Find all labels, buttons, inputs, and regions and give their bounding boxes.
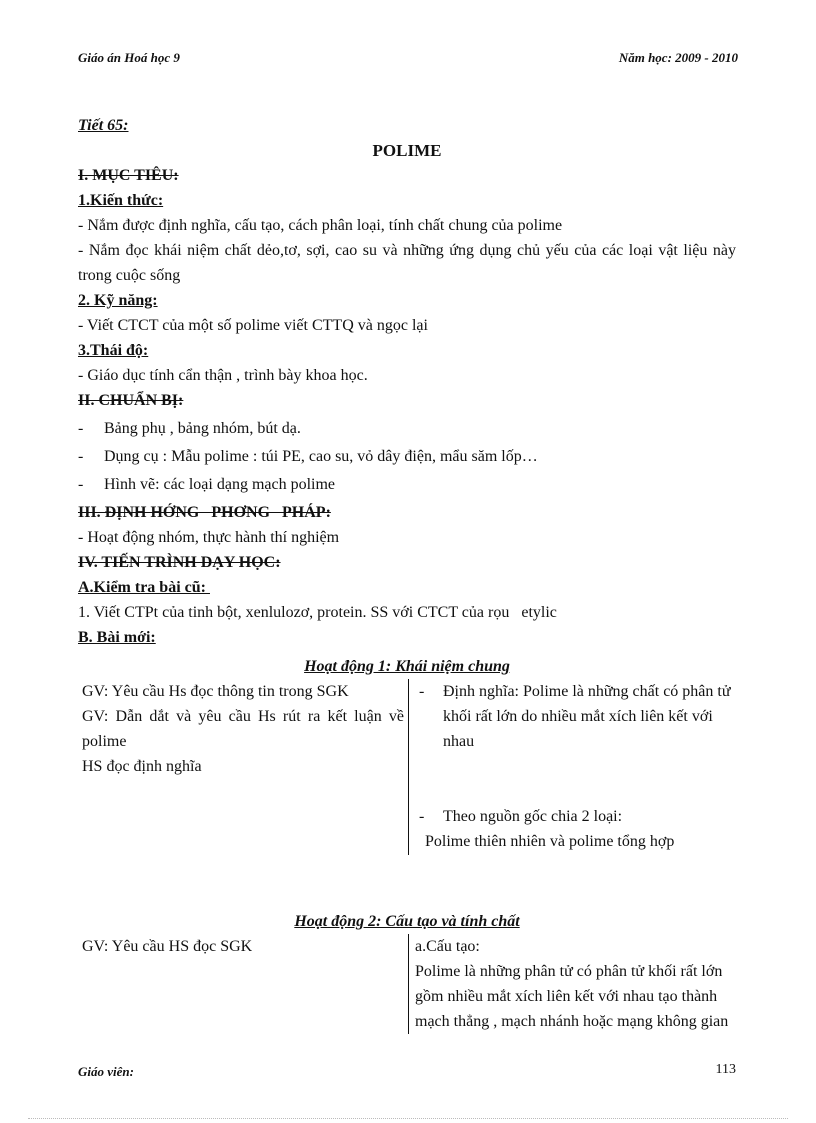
act2-structure-text: Polime là những phân tử có phân tử khối rất lớn gồm nhiều mắt xích liên kết với nhau tạo thành mạch thẳng , mạch nhánh hoặc mạng không gian	[415, 963, 729, 1030]
section-method-heading: III. ĐỊNH HỚNG PHƠNG PHÁP:	[78, 504, 331, 521]
page-title: POLIME	[372, 141, 442, 160]
header-right: Năm học: 2009 - 2010	[618, 50, 738, 65]
activity-1-table	[78, 679, 736, 855]
method-line: - Hoạt động nhóm, thực hành thí nghiệm	[78, 529, 340, 546]
attitude-line: - Giáo dục tính cẩn thận , trình bày khoa học.	[78, 367, 368, 384]
section-objectives-heading: I. MỤC TIÊU:	[78, 167, 179, 184]
section-preparation-heading: II. CHUẨN BỊ:	[78, 392, 184, 409]
subsection-attitude: 3.Thái độ:	[78, 342, 149, 359]
knowledge-line-2: - Nắm đọc khái niệm chất dẻo,tơ, sợi, cao su và những ứng dụng chủ yếu của các loại vật liệu này trong cuộc sống	[78, 242, 736, 284]
page-number: 113	[715, 1062, 736, 1077]
act1-left-line-1: GV: Yêu cầu Hs đọc thông tin trong SGK	[82, 683, 349, 700]
subsection-skills: 2. Kỹ năng:	[78, 292, 158, 309]
act2-structure-heading: a.Cấu tạo:	[415, 938, 480, 955]
knowledge-line-1: - Nắm được định nghĩa, cấu tạo, cách phân loại, tính chất chung của polime	[78, 217, 563, 234]
activity-1-content-column	[409, 679, 737, 855]
prep-item-2: - Dụng cụ : Mẫu polime : túi PE, cao su, vỏ dây điện, mẩu săm lốp…	[78, 448, 538, 465]
act1-classification-detail: Polime thiên nhiên và polime tổng hợp	[425, 833, 675, 850]
subsection-review: A.Kiểm tra bài cũ:	[78, 579, 210, 596]
activity-2-table	[78, 934, 736, 1034]
lesson-number: Tiết 65:	[78, 117, 129, 134]
activity-2-title: Hoạt động 2: Cấu tạo và tính chất	[294, 913, 520, 930]
act1-definition: - Định nghĩa: Polime là những chất có phân tử khối rất lớn do nhiều mắt xích liên kết với nhau	[419, 683, 731, 750]
act1-left-line-3: HS đọc định nghĩa	[82, 758, 202, 775]
review-line: 1. Viết CTPt của tinh bột, xenlulozơ, protein. SS với CTCT của rọu etylic	[78, 604, 557, 621]
act1-left-line-2: GV: Dẫn dắt và yêu cầu Hs rút ra kết luận về polime	[82, 708, 404, 750]
subsection-new-lesson: B. Bài mới:	[78, 629, 156, 646]
subsection-knowledge: 1.Kiến thức:	[78, 192, 164, 209]
section-process-heading: IV. TIẾN TRÌNH DẠY HỌC:	[78, 554, 281, 571]
skills-line: - Viết CTCT của một số polime viết CTTQ và ngọc lại	[78, 317, 428, 334]
footer-teacher: Giáo viên:	[78, 1064, 134, 1079]
act2-left-line-1: GV: Yêu cầu HS đọc SGK	[82, 938, 253, 955]
activity-2-content-column	[409, 934, 737, 1034]
act1-classification: - Theo nguồn gốc chia 2 loại:	[419, 808, 623, 825]
document-body	[78, 113, 736, 1034]
page-bottom-divider	[28, 1118, 788, 1119]
activity-1-title: Hoạt động 1: Khái niệm chung	[304, 658, 510, 675]
activity-2-teacher-column	[78, 934, 409, 1034]
prep-item-3: - Hình vẽ: các loại dạng mạch polime	[78, 476, 336, 493]
header-left: Giáo án Hoá học 9	[78, 50, 180, 65]
activity-1-teacher-column	[78, 679, 409, 855]
prep-item-1: - Bảng phụ , bảng nhóm, bút dạ.	[78, 420, 301, 437]
